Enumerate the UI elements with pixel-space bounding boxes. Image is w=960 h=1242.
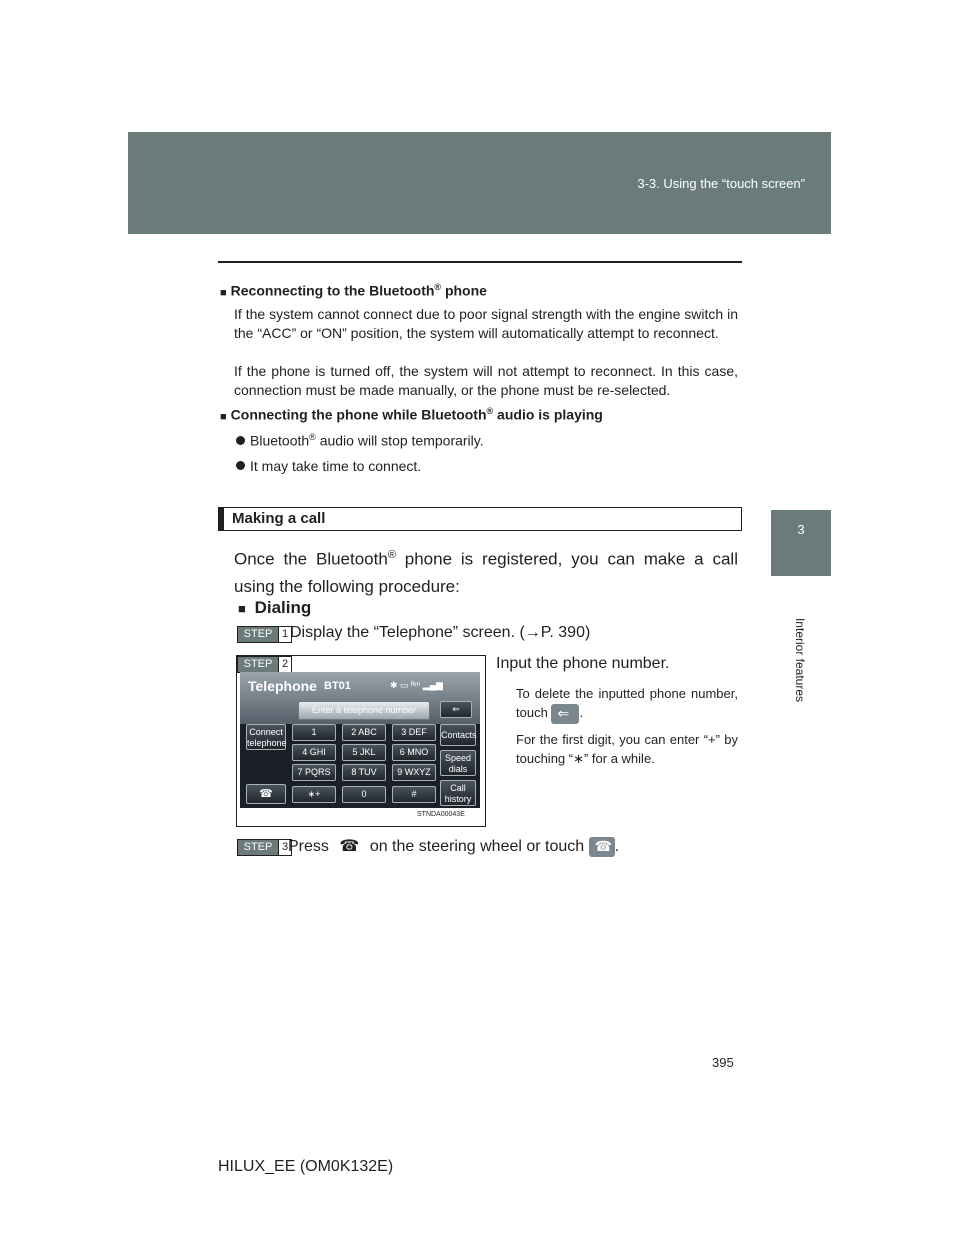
key-9[interactable]: 9 WXYZ (392, 764, 436, 781)
top-rule (218, 261, 742, 263)
square-bullet-icon: ■ (220, 286, 227, 299)
square-bullet-icon: ■ (220, 410, 227, 423)
telephone-screen-figure (236, 655, 486, 827)
call-button[interactable] (246, 784, 286, 804)
reconnect-p1: If the system cannot connect due to poor signal strength with the engine switch in the “ACC” or “ON” position, the system will automatically attempt to reconnect. (234, 306, 738, 341)
connecting-bullet-1: Bluetooth® audio will stop temporarily. (236, 432, 484, 449)
bullet-dot-icon (236, 461, 245, 470)
step-2-note-2: For the first digit, you can enter “+” by touching “∗” for a while. (516, 732, 738, 766)
key-1[interactable]: 1 (292, 724, 336, 741)
footer-model: HILUX_EE (OM0K132E) (218, 1158, 394, 1175)
screen-title: Telephone (248, 678, 317, 694)
dialing-heading: ■ Dialing (238, 598, 312, 617)
step-2-note-1: To delete the inputted phone number, touch ⇐ . (516, 684, 738, 724)
contacts-button[interactable]: Contacts (440, 724, 476, 746)
key-7[interactable]: 7 PQRS (292, 764, 336, 781)
chapter-label: Interior features (793, 617, 807, 703)
page-number: 395 (712, 1055, 734, 1070)
device-name: BT01 (324, 680, 351, 692)
step-1-badge: STEP 1 (237, 626, 292, 643)
step-2-text: Input the phone number. (496, 655, 670, 672)
square-bullet-icon: ■ (238, 601, 246, 616)
key-hash[interactable]: # (392, 786, 436, 803)
back-arrow-icon: ⇐ (452, 704, 460, 714)
section-title-bar (219, 508, 224, 530)
connecting-heading: ■ Connecting the phone while Bluetooth® audio is playing (220, 406, 603, 423)
call-history-button[interactable]: Call history (440, 780, 476, 806)
key-4[interactable]: 4 GHI (292, 744, 336, 761)
key-5[interactable]: 5 JKL (342, 744, 386, 761)
connecting-bullet-2: It may take time to connect. (236, 458, 421, 474)
back-arrow-icon: ⇐ (551, 704, 579, 724)
reconnect-p2: If the phone is turned off, the system will not attempt to reconnect. In this case, connection must be made manually, or the phone must be re-selected. (234, 363, 738, 398)
reconnect-heading: ■ Reconnecting to the Bluetooth® phone (220, 282, 487, 299)
key-8[interactable]: 8 TUV (342, 764, 386, 781)
key-3[interactable]: 3 DEF (392, 724, 436, 741)
making-call-intro: Once the Bluetooth® phone is registered, you can make a call using the following procedure: (234, 549, 738, 596)
key-0[interactable]: 0 (342, 786, 386, 803)
telephone-screen (240, 672, 480, 808)
number-field[interactable]: Enter a telephone number (298, 701, 430, 720)
step-3-text: Press ☎ on the steering wheel or touch ☎ . (288, 837, 620, 855)
chapter-number: 3 (797, 522, 805, 537)
key-2[interactable]: 2 ABC (342, 724, 386, 741)
header-band (128, 132, 831, 234)
key-star[interactable]: ∗+ (292, 786, 336, 803)
connect-telephone-button[interactable]: Connect telephone (246, 724, 286, 750)
phone-icon: ☎ (339, 838, 360, 855)
speed-dials-button[interactable]: Speed dials (440, 750, 476, 776)
status-icons: ✱ ▭ ᴿᵐ ▂▄▆ (390, 680, 443, 690)
step-2-badge: STEP 2 (237, 656, 292, 673)
section-title-box (218, 507, 742, 531)
phone-button-icon: ☎ (589, 837, 615, 857)
step-3-badge: STEP 3 (237, 839, 292, 856)
figure-code: STNDA00043E (417, 811, 465, 818)
key-6[interactable]: 6 MNO (392, 744, 436, 761)
step-1-text: Display the “Telephone” screen. (→P. 390) (290, 624, 591, 641)
bullet-dot-icon (236, 436, 245, 445)
chapter-tab (771, 510, 831, 576)
section-title: Making a call (232, 510, 326, 527)
section-header: 3-3. Using the “touch screen” (637, 176, 805, 191)
delete-button[interactable] (440, 701, 472, 718)
phone-icon: ☎ (259, 788, 273, 800)
